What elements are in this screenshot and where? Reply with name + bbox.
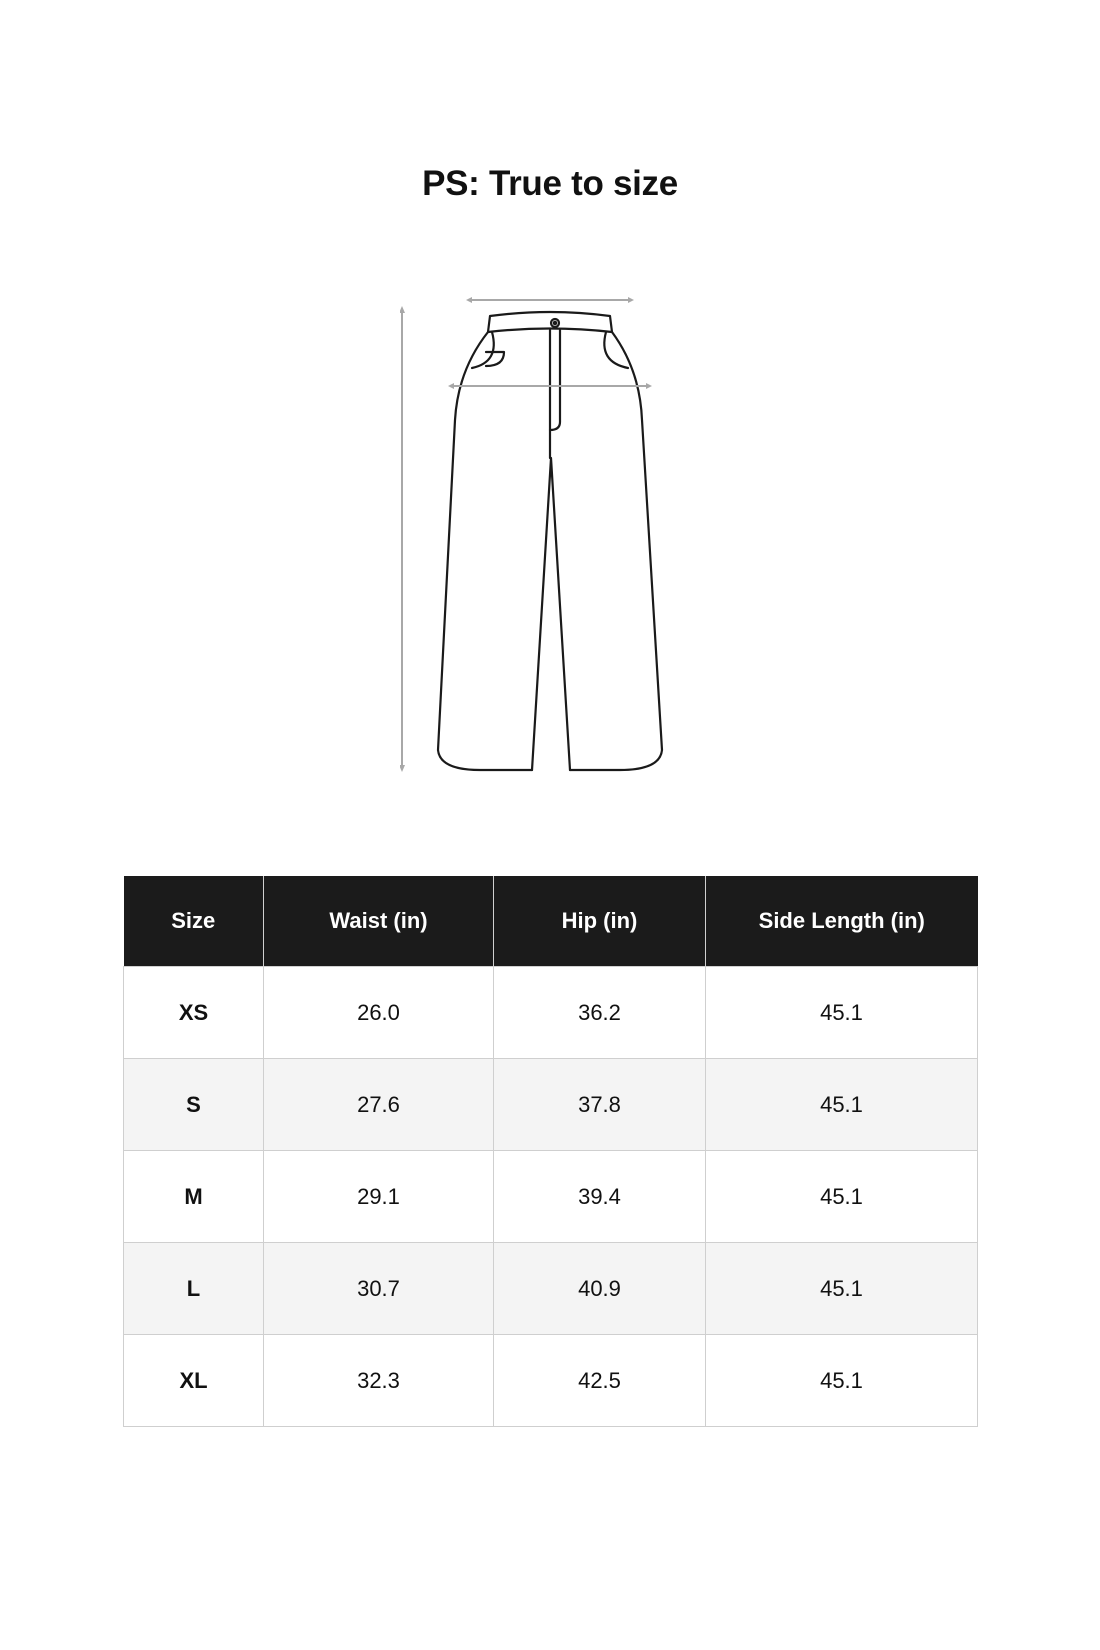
side-length-cell: 45.1: [706, 1335, 978, 1427]
table-row: [124, 1243, 978, 1335]
side-length-cell: 45.1: [706, 967, 978, 1059]
waist-cell: 32.3: [264, 1335, 494, 1427]
side-length-cell: 45.1: [706, 1151, 978, 1243]
hip-cell: 40.9: [494, 1243, 706, 1335]
side-length-cell: 45.1: [706, 1243, 978, 1335]
size-cell: M: [124, 1151, 264, 1243]
hip-cell: 39.4: [494, 1151, 706, 1243]
size-cell: XL: [124, 1335, 264, 1427]
waist-cell: 26.0: [264, 967, 494, 1059]
hip-cell: 37.8: [494, 1059, 706, 1151]
page-title: PS: True to size: [422, 164, 678, 203]
size-cell: S: [124, 1059, 264, 1151]
header-hip: Hip (in): [494, 876, 706, 967]
size-cell: XS: [124, 967, 264, 1059]
hip-cell: 36.2: [494, 967, 706, 1059]
table-row: [124, 1059, 978, 1151]
side-length-cell: 45.1: [706, 1059, 978, 1151]
table-header-row: [124, 876, 978, 967]
table-row: [124, 967, 978, 1059]
header-side-length: Side Length (in): [706, 876, 978, 967]
table-row: [124, 1151, 978, 1243]
header-waist: Waist (in): [264, 876, 494, 967]
waist-cell: 27.6: [264, 1059, 494, 1151]
header-size: Size: [124, 876, 264, 967]
waist-cell: 29.1: [264, 1151, 494, 1243]
size-cell: L: [124, 1243, 264, 1335]
wide-leg-pants-diagram-icon: [400, 290, 680, 780]
size-chart-table: [123, 876, 978, 1427]
hip-cell: 42.5: [494, 1335, 706, 1427]
waist-cell: 30.7: [264, 1243, 494, 1335]
table-row: [124, 1335, 978, 1427]
